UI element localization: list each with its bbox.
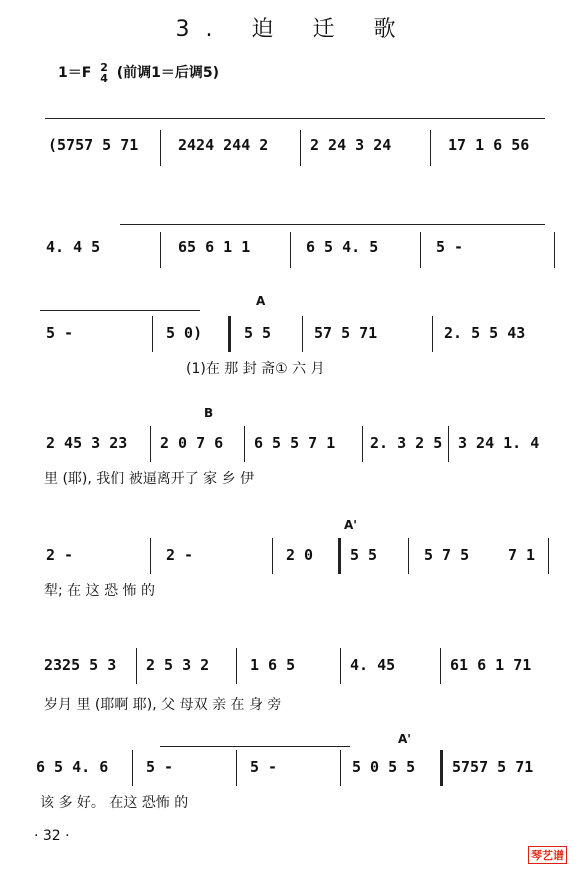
barline <box>448 426 449 462</box>
lyric-line: 该 多 好。 在这 恐怖 的 <box>40 795 189 811</box>
measure: 2 0 7 6 <box>160 434 224 452</box>
time-signature <box>100 62 108 84</box>
measure: 1 6 5 <box>250 656 296 674</box>
measure: 5 - <box>250 758 278 776</box>
measure: 2 45 3 23 <box>46 434 128 452</box>
barline <box>340 750 341 786</box>
page-number: · 32 · <box>34 828 70 844</box>
key-prefix: 1＝F <box>58 65 92 81</box>
measure: 5 0) <box>166 324 203 342</box>
measure: 5 5 <box>350 546 378 564</box>
barline <box>420 232 421 268</box>
barline <box>150 426 151 462</box>
measure: 2 - <box>46 546 74 564</box>
watermark-logo: 琴艺谱 <box>528 846 567 864</box>
repeat-barline <box>440 750 443 786</box>
barline <box>244 426 245 462</box>
repeat-barline <box>228 316 231 352</box>
barline <box>432 316 433 352</box>
measure: 65 6 1 1 <box>178 238 251 256</box>
measure: 61 6 1 71 <box>450 656 532 674</box>
measure: 5 0 5 5 <box>352 758 416 776</box>
phrase-slur <box>160 746 350 747</box>
measure: (5757 5 71 <box>48 136 139 154</box>
measure: 2 24 3 24 <box>310 136 392 154</box>
measure: 2 - <box>166 546 194 564</box>
lyric-line: (1)在 那 封 斋① 六 月 <box>186 361 325 377</box>
measure: 2 0 <box>286 546 314 564</box>
barline <box>440 648 441 684</box>
barline <box>362 426 363 462</box>
lyric-line: 犁; 在 这 恐 怖 的 <box>44 583 155 599</box>
measure: 5757 5 71 <box>452 758 534 776</box>
section-marker: A' <box>344 518 357 532</box>
key-note: (前调1＝后调5) <box>116 65 219 81</box>
barline <box>300 130 301 166</box>
song-title: 3. 迫 迁 歌 <box>175 17 412 42</box>
barline <box>150 538 151 574</box>
barline <box>160 232 161 268</box>
measure: 4. 4 5 <box>46 238 101 256</box>
measure: 57 5 71 <box>314 324 378 342</box>
measure: 2 5 3 2 <box>146 656 210 674</box>
barline <box>290 232 291 268</box>
measure: 5 - <box>436 238 464 256</box>
section-marker: A <box>256 294 266 308</box>
barline <box>548 538 549 574</box>
time-bottom: 4 <box>100 72 108 85</box>
measure: 5 7 5 <box>424 546 470 564</box>
measure: 2. 5 5 43 <box>444 324 526 342</box>
lyric-line: 岁月 里 (耶啊 耶), 父 母双 亲 在 身 旁 <box>44 697 282 713</box>
barline <box>302 316 303 352</box>
measure: 2. 3 2 5 <box>370 434 443 452</box>
measure: 5 - <box>146 758 174 776</box>
measure: 7 1 <box>508 546 536 564</box>
barline <box>272 538 273 574</box>
barline <box>430 130 431 166</box>
measure: 6 5 5 7 1 <box>254 434 336 452</box>
key-signature <box>58 62 219 84</box>
measure: 2325 5 3 <box>44 656 117 674</box>
barline <box>152 316 153 352</box>
barline <box>408 538 409 574</box>
measure: 6 5 4. 5 <box>306 238 379 256</box>
section-marker: B <box>204 406 214 420</box>
phrase-slur <box>40 310 200 311</box>
repeat-barline <box>338 538 341 574</box>
measure: 2424 244 2 <box>178 136 269 154</box>
time-top: 2 <box>100 61 108 74</box>
barline <box>554 232 555 268</box>
section-marker: A' <box>398 732 411 746</box>
measure: 3 24 1. 4 <box>458 434 540 452</box>
measure: 17 1 6 56 <box>448 136 530 154</box>
measure: 6 5 4. 6 <box>36 758 109 776</box>
measure: 5 5 <box>244 324 272 342</box>
lyric-line: 里 (耶), 我们 被逼离开了 家 乡 伊 <box>44 471 255 487</box>
barline <box>136 648 137 684</box>
barline <box>132 750 133 786</box>
barline <box>340 648 341 684</box>
measure: 4. 45 <box>350 656 396 674</box>
measure: 5 - <box>46 324 74 342</box>
barline <box>236 750 237 786</box>
barline <box>236 648 237 684</box>
barline <box>160 130 161 166</box>
phrase-slur <box>120 224 545 225</box>
phrase-slur <box>45 118 545 119</box>
